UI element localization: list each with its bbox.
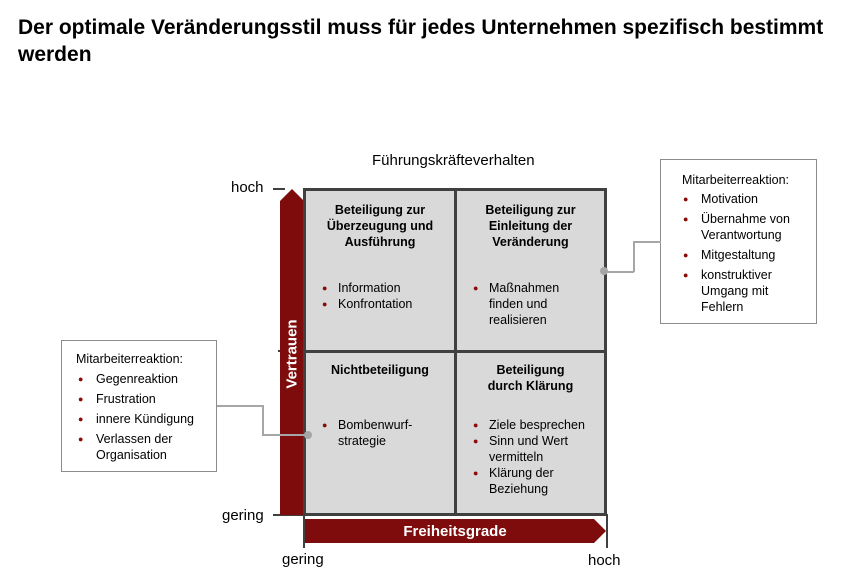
x-tick-high	[606, 514, 608, 548]
top-axis-label: Führungskräfteverhalten	[372, 152, 535, 169]
x-axis-high-label: hoch	[588, 552, 621, 569]
callout-bullets	[78, 371, 208, 463]
list-item: ● Konfrontation	[320, 296, 412, 312]
callout-right	[660, 159, 817, 324]
list-item: ● Verlassen der Organisation	[78, 431, 208, 463]
connector-right	[604, 271, 634, 273]
list-item: ● Bombenwurf-strategie	[320, 417, 424, 449]
list-item: ● Motivation	[683, 191, 813, 207]
y-axis-label: Vertrauen	[283, 319, 301, 389]
quadrant-bottom-right	[457, 353, 604, 513]
connector-right	[633, 241, 661, 243]
x-axis-label: Freiheitsgrade	[403, 523, 507, 540]
list-item: ● konstruktiver Umgang mit Fehlern	[683, 267, 813, 315]
connector-right	[633, 241, 635, 272]
callout-title: Mitarbeiterreaktion:	[76, 352, 183, 366]
connector-left	[262, 405, 264, 435]
quadrant-bullets	[471, 417, 591, 497]
list-item: ● Übernahme von Verantwortung	[683, 211, 813, 243]
callout-bullets	[683, 191, 813, 315]
quadrant-bullets	[471, 280, 581, 328]
connector-left	[262, 434, 308, 436]
connector-right-dot	[600, 267, 608, 275]
quadrant-top-left	[306, 191, 454, 350]
quadrant-top-right	[457, 191, 604, 350]
callout-left	[61, 340, 217, 472]
quadrant-title: Nichtbeteiligung	[331, 363, 429, 377]
list-item: ● Gegenreaktion	[78, 371, 208, 387]
list-item: ● Ziele besprechen	[471, 417, 591, 433]
list-item: ● Frustration	[78, 391, 208, 407]
connector-left	[217, 405, 263, 407]
y-axis-low-label: gering	[222, 507, 264, 524]
quadrant-title: Beteiligung durch Klärung	[487, 363, 574, 393]
connector-left-dot	[304, 431, 312, 439]
list-item: ● Information	[320, 280, 412, 296]
callout-title: Mitarbeiterreaktion:	[682, 173, 789, 187]
list-item: ● Maßnahmen finden und realisieren	[471, 280, 581, 328]
y-axis-high-label: hoch	[231, 179, 264, 196]
x-axis-low-label: gering	[282, 551, 324, 568]
list-item: ● Sinn und Wert vermitteln	[471, 433, 591, 465]
list-item: ● Mitgestaltung	[683, 247, 813, 263]
quadrant-title: Beteiligung zur Überzeugung und Ausführung	[326, 203, 434, 249]
quadrant-bullets	[320, 417, 424, 449]
page-title: Der optimale Veränderungsstil muss für jedes Unternehmen spezifisch bestimmt werden	[18, 16, 824, 66]
quadrant-bullets	[320, 280, 412, 312]
list-item: ● Klärung der Beziehung	[471, 465, 591, 497]
quadrant-title: Beteiligung zur Einleitung der Veränderung	[485, 203, 576, 249]
quadrant-bottom-left	[306, 353, 454, 513]
list-item: ● innere Kündigung	[78, 411, 208, 427]
